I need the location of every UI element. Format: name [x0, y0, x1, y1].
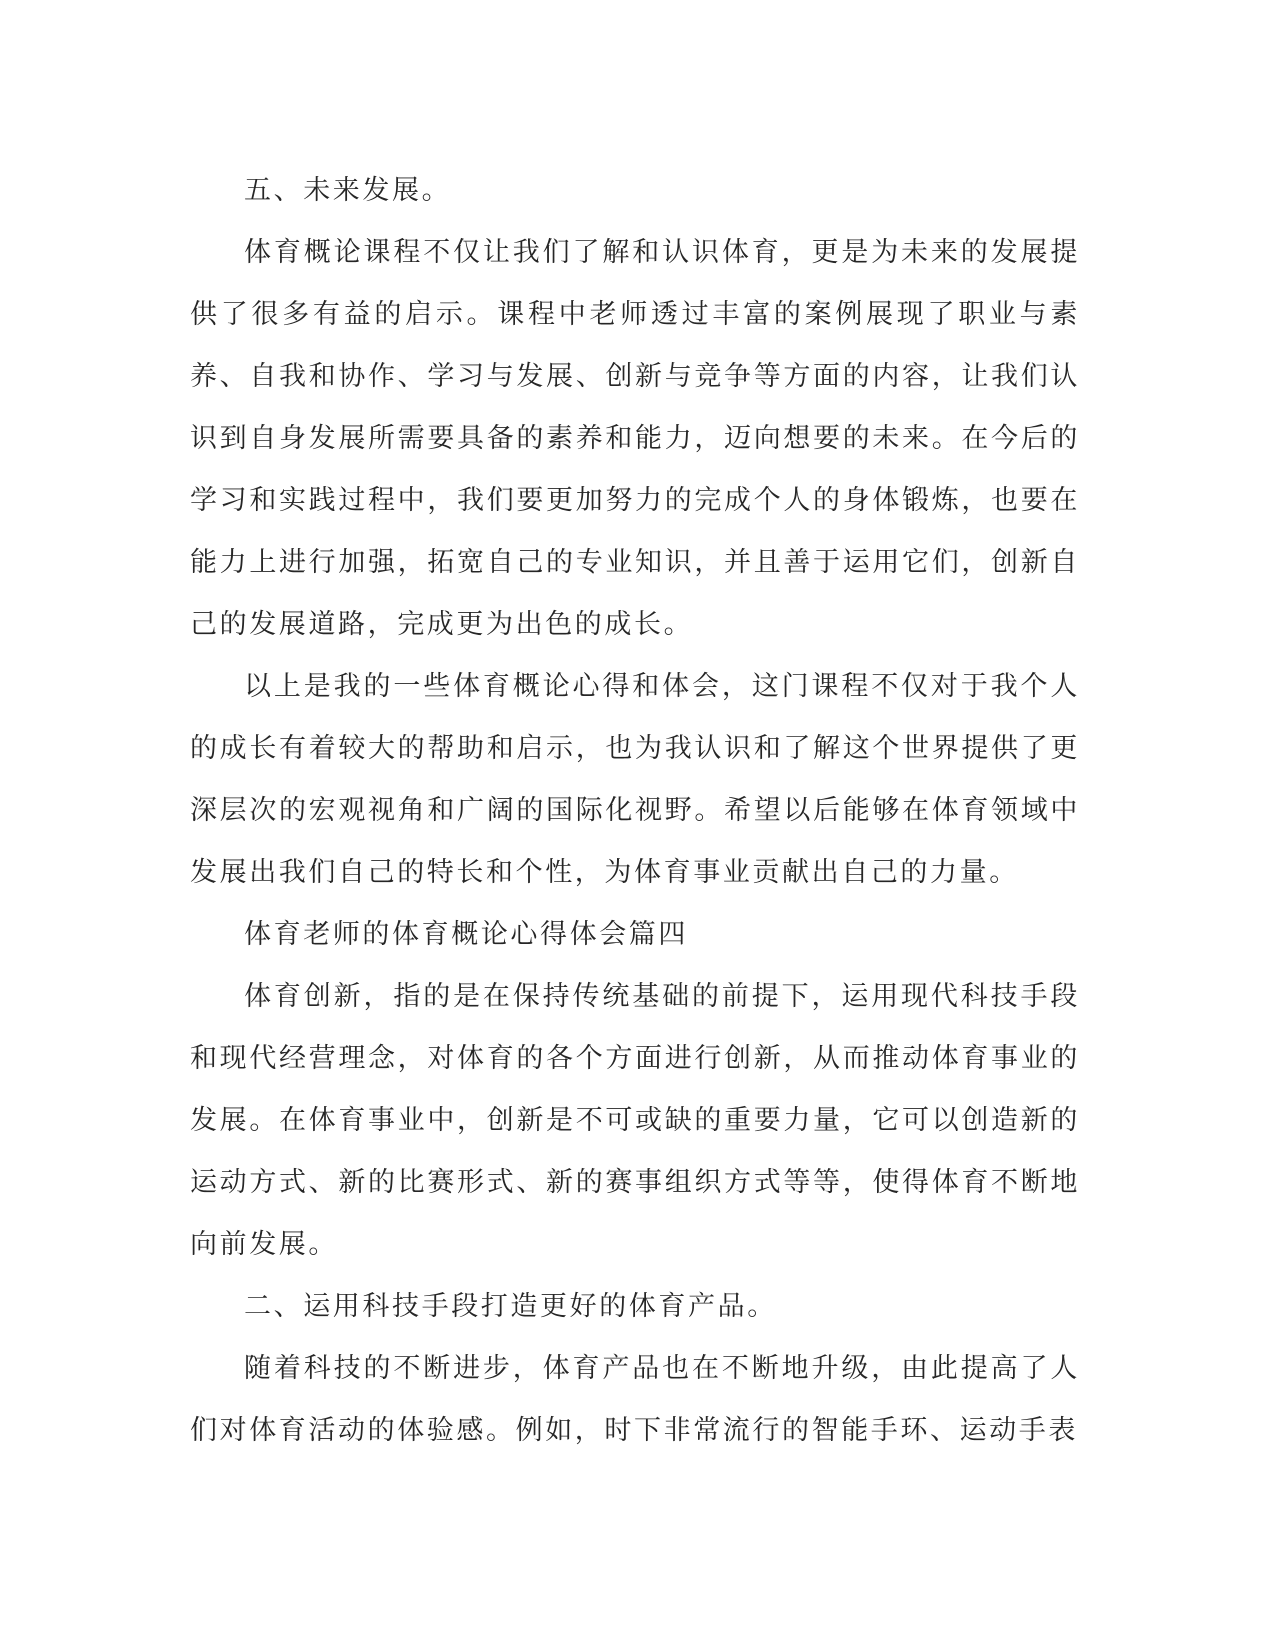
- article-title-part-four: 体育老师的体育概论心得体会篇四: [244, 919, 688, 950]
- paragraph-sports-innovation: 体育创新，指的是在保持传统基础的前提下，运用现代科技手段和现代经营理念，对体育的各个方面进行创新，从而推动体育事业的发展。在体育事业中，创新是不可或缺的重要力量，它可以创造新的运动方式、新的比赛形式、新的赛事组织方式等等，使得体育不断地向前发展。: [190, 981, 1080, 1260]
- section-heading-technology-products: 二、运用科技手段打造更好的体育产品。: [244, 1291, 777, 1322]
- paragraph-technology-progress: 随着科技的不断进步，体育产品也在不断地升级，由此提高了人们对体育活动的体验感。例如，时下非常流行的智能手环、运动手表: [190, 1353, 1080, 1446]
- document-body: [190, 160, 1080, 1462]
- section-heading-future-development: 五、未来发展。: [244, 175, 452, 206]
- paragraph-course-inspiration: 体育概论课程不仅让我们了解和认识体育，更是为未来的发展提供了很多有益的启示。课程中老师透过丰富的案例展现了职业与素养、自我和协作、学习与发展、创新与竞争等方面的内容，让我们认识到自身发展所需要具备的素养和能力，迈向想要的未来。在今后的学习和实践过程中，我们要更加努力的完成个人的身体锻炼，也要在能力上进行加强，拓宽自己的专业知识，并且善于运用它们，创新自己的发展道路，完成更为出色的成长。: [190, 237, 1080, 640]
- paragraph-conclusion: 以上是我的一些体育概论心得和体会，这门课程不仅对于我个人的成长有着较大的帮助和启示，也为我认识和了解这个世界提供了更深层次的宏观视角和广阔的国际化视野。希望以后能够在体育领域中发展出我们自己的特长和个性，为体育事业贡献出自己的力量。: [190, 671, 1080, 888]
